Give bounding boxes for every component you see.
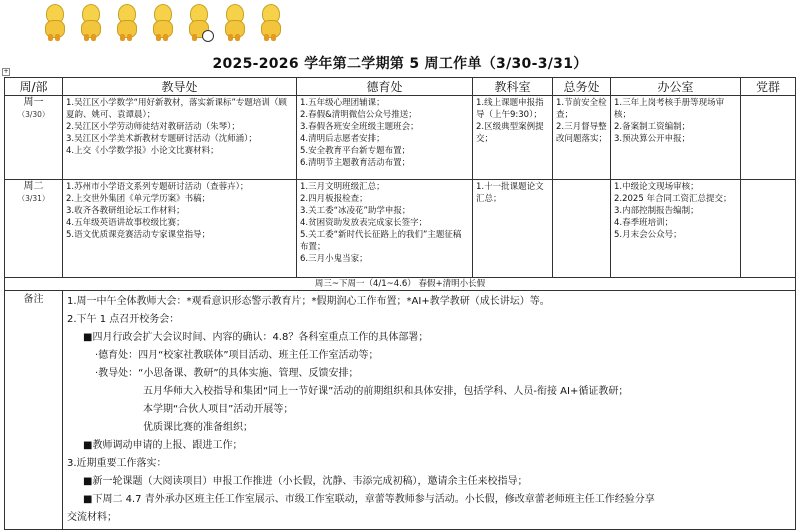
list-item: 3.关工委“冰凌花”助学申报； [300,206,411,216]
day-label: 周二 [23,181,44,192]
note-line: 五月华师大入校指导和集团“同上一节好课”活动的前期组织和具体安排，包括学科、人员-衔接 AI+循证教研； [143,386,629,397]
note-line: 1.周一中午全体教师大会：*观看意识形态警示教育片；*假期润心工作布置；*AI+教学教研（成长讲坛）等。 [67,296,550,307]
list-item: 5.月末会公众号； [614,230,682,240]
note-line: ·德育处：四月“校家社教联体”项目活动、班主任工作室活动等； [95,350,379,361]
note-line: ■下周二 4.7 青外承办区班主任工作室展示、市级工作室联动，章蕾等教师参与活动。小长假，修改章蕾老师班主任工作经验分享 [83,494,655,505]
list-item: 4.春季班培训； [614,218,674,228]
zongwu-cell [553,96,611,180]
mascot-image [112,4,140,42]
list-item: 1.中级论文现场审核； [614,182,699,192]
mascot-image [220,4,248,42]
header-mascots [40,4,284,42]
list-item: 6.清明节主题教育活动布置； [300,158,411,168]
list-item: 4.五年级英语讲故事校级比赛； [66,218,185,228]
col-header-jiaoke: 教科室 [473,78,553,96]
list-item: 1.节前安全检查； [556,98,607,120]
list-item: 4.清明后志愿者安排； [300,134,385,144]
page-title: 2025-2026 学年第二学期第 5 周工作单（3/30-3/31） [212,56,588,72]
col-header-bangong: 办公室 [611,78,741,96]
bangong-cell [611,180,741,278]
work-table [4,77,796,530]
holiday-row [5,278,796,291]
list-item: 1.苏州市小学语文系列专题研讨活动（查蓉卉）； [66,182,249,192]
day-row [5,96,796,180]
list-item: 1.五年级心理团辅课； [300,98,385,108]
day-row [5,180,796,278]
col-header-deyu: 德育处 [297,78,473,96]
jiaoke-cell [473,96,553,180]
note-line: 3.近期重要工作落实： [67,458,167,469]
mascot-image [148,4,176,42]
day-cell [5,180,63,278]
jiaoke-cell [473,180,553,278]
mascot-soccer-image [184,4,212,42]
list-item: 1.吴江区小学数学“用好新教材，落实新课标”专题培训（顾夏韵、姚可、袁谭晨）； [66,98,287,120]
day-date: （3/31） [17,194,50,203]
mascot-image [256,4,284,42]
list-item: 3.收齐各教研组论坛工作材料； [66,206,185,216]
list-item: 2.上交世外集团《单元学历案》书稿； [66,194,211,204]
note-line: 本学期“合伙人项目”活动开展等； [143,404,294,415]
list-item: 1.三年上岗考核手册等现场审核； [614,98,725,120]
list-item: 2.2025 年合同工资汇总提交； [614,194,732,204]
header-row [5,78,796,96]
dangqun-cell [741,180,796,278]
table-move-handle[interactable]: + [3,68,9,75]
col-header-dangqun: 党群 [741,78,796,96]
list-item: 4.上交《小学数学报》小论文比赛材料； [66,146,219,156]
bangong-cell [611,96,741,180]
dangqun-cell [741,96,796,180]
col-header-jiaodao: 教导处 [63,78,297,96]
deyu-cell [297,180,473,278]
list-item: 4.贫困资助发放表完成家长签字； [300,218,428,228]
list-item: 1.三月文明班级汇总； [300,182,385,192]
note-line: 2.下午 1 点召开校务会： [67,314,180,325]
day-cell [5,96,63,180]
list-item: 2.四月板报检查； [300,194,368,204]
note-line: ■四月行政会扩大会议时间、内容的确认：4.8？各科室重点工作的具体部署； [83,332,429,343]
note-line: ■教师调动申请的上报、跟进工作； [83,440,243,451]
note-line: 优质课比赛的准备组织； [143,422,253,433]
list-item: 1.十一批课题论文汇总； [476,182,544,204]
list-item: 2.春假&清明微信公众号推送； [300,110,417,120]
list-item: 2.区级典型案例提交； [476,122,544,144]
list-item: 6.三月小鬼当家； [300,254,368,264]
notes-cell [63,291,796,530]
day-date: （3/30） [17,110,50,119]
day-label: 周一 [23,97,44,108]
list-item: 2.三月督导整改问题落实； [556,122,608,144]
list-item: 5.安全教育平台新专题布置； [300,146,411,156]
notes-row [5,291,796,530]
mascot-image [40,4,68,42]
zongwu-cell [553,180,611,278]
deyu-cell [297,96,473,180]
jiaodao-cell [63,180,297,278]
mascot-image [76,4,104,42]
list-item: 5.语文优质课竞赛活动专家课堂指导； [66,230,211,240]
col-header-day: 周/部 [5,78,63,96]
note-line: ■新一轮课题（大阅读项目）申报工作推进（小长假，沈静、韦添完成初稿），邀请余主任来校指导； [83,476,528,487]
list-item: 1.线上课题申报指导（上午9:30）； [476,98,544,120]
jiaodao-cell [63,96,297,180]
list-item: 3.预决算公开申报； [614,134,691,144]
list-item: 3.内部控制报告编制； [614,206,699,216]
list-item: 2.备案制工资编制； [614,122,691,132]
list-item: 3.吴江区小学美术新教材专题研讨活动（沈师涌）； [66,134,257,144]
list-item: 2.吴江区小学劳动师徒结对教研活动（朱琴）； [66,122,240,132]
col-header-zongwu: 总务处 [553,78,611,96]
holiday-text: 周三~下周一（4/1~4.6） 春假+清明小长假 [5,278,796,291]
notes-label: 备注 [5,291,63,530]
note-line: 交流材料； [67,512,117,523]
list-item: 5.关工委“新时代长征路上的我们”主题征稿布置； [300,230,462,252]
note-line: ·教导处：“小思备课、教研”的具体实施、管理、反馈安排； [95,368,359,379]
list-item: 3.春假各班安全班级主题班会； [300,122,419,132]
